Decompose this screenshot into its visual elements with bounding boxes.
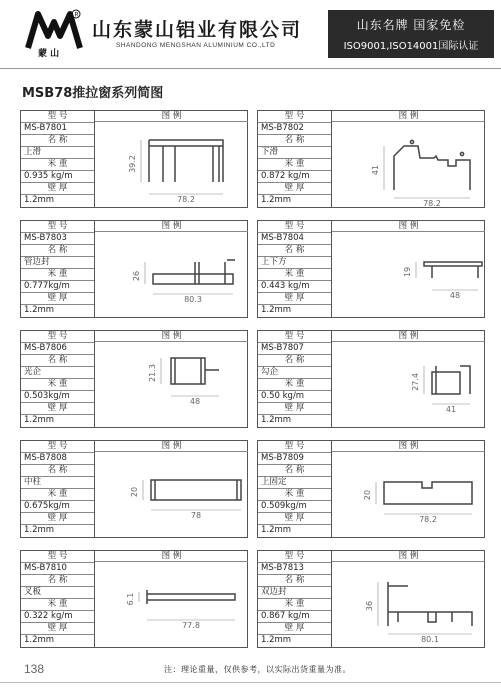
drawing-label: 图 例 [332,551,485,562]
model-value: MS-B7801 [21,123,94,135]
model-value: MS-B7803 [21,233,94,245]
thickness-value: 1.2mm [24,415,55,425]
model-label: 型 号 [258,551,331,563]
spec-column [258,441,332,537]
slogan-iso: ISO9001,ISO14001国际认证 [343,41,479,52]
weight-value: 0.935 kg/m [21,171,94,183]
thickness-label: 壁 厚 [21,183,94,195]
profile-drawing [332,232,485,317]
weight-label: 米 重 [21,599,94,611]
spec-column [21,331,95,427]
model-value: MS-B7813 [258,563,331,575]
weight-label: 米 重 [21,269,94,281]
weight-value: 0.777kg/m [21,281,94,293]
model-label: 型 号 [258,221,331,233]
spec-column [21,441,95,537]
spec-column [258,221,332,317]
name-value: 上固定 [258,477,331,489]
product-card-ms-b7804 [257,220,485,318]
thickness-label: 壁 厚 [258,183,331,195]
name-label: 名 称 [21,465,94,477]
thickness-value: 1.2mm [261,415,292,425]
weight-value: 0.443 kg/m [258,281,331,293]
model-label: 型 号 [21,331,94,343]
thickness-value: 1.2mm [24,525,55,535]
width-dimension: 78.2 [423,199,441,207]
drawing-label: 图 例 [332,111,485,122]
profile-drawing [332,562,485,647]
width-dimension: 48 [449,291,461,300]
name-value: 上下方 [258,257,331,269]
name-value: 勾企 [258,367,331,379]
page-title: MSB78推拉窗系列简图 [22,86,164,101]
profile-drawing [95,232,248,317]
model-label: 型 号 [21,221,94,233]
spec-column [21,221,95,317]
name-value: 光企 [21,367,94,379]
profile-drawing [95,452,248,537]
model-label: 型 号 [258,111,331,123]
name-value: 下滑 [258,147,331,159]
slogan-box [328,10,494,58]
profile-drawing [332,452,485,537]
weight-value: 0.503kg/m [21,391,94,403]
height-dimension: 36 [365,600,374,612]
thickness-label: 壁 厚 [21,623,94,635]
name-label: 名 称 [258,575,331,587]
drawing-label: 图 例 [95,111,248,122]
model-label: 型 号 [21,111,94,123]
model-value: MS-B7806 [21,343,94,355]
thickness-value: 1.2mm [24,195,55,205]
product-card-ms-b7803 [20,220,248,318]
name-label: 名 称 [21,575,94,587]
spec-column [258,111,332,207]
model-value: MS-B7808 [21,453,94,465]
company-name-cn: 山东蒙山铝业有限公司 [92,19,303,41]
name-label: 名 称 [258,135,331,147]
profile-drawing [332,122,485,207]
weight-value: 0.675kg/m [21,501,94,513]
weight-label: 米 重 [21,159,94,171]
weight-label: 米 重 [258,379,331,391]
drawing-label: 图 例 [332,331,485,342]
thickness-value: 1.2mm [261,635,292,645]
height-dimension: 21.3 [148,364,157,382]
drawing-label: 图 例 [95,551,248,562]
name-label: 名 称 [21,135,94,147]
footer-note: 注：理论重量，仅供参考，以实际出货重量为准。 [164,665,351,674]
thickness-value: 1.2mm [261,305,292,315]
drawing-label: 图 例 [95,221,248,232]
width-dimension: 78.2 [177,195,195,204]
weight-value: 0.867 kg/m [258,611,331,623]
width-dimension: 48 [189,397,201,406]
page-number: 138 [24,662,45,676]
model-label: 型 号 [258,331,331,343]
product-card-ms-b7801 [20,110,248,208]
name-value: 管边封 [21,257,94,269]
weight-label: 米 重 [21,379,94,391]
thickness-label: 壁 厚 [21,513,94,525]
logo-text: 蒙 山 [38,49,60,59]
height-dimension: 26 [132,270,141,282]
svg-text:R: R [74,11,79,19]
profile-drawing [95,122,248,207]
width-dimension: 78 [190,511,202,520]
name-label: 名 称 [258,355,331,367]
model-label: 型 号 [21,551,94,563]
height-dimension: 41 [371,164,380,176]
spec-column [258,551,332,647]
width-dimension: 78.2 [419,515,437,524]
spec-column [258,331,332,427]
name-label: 名 称 [258,465,331,477]
footer-divider [0,682,501,683]
width-dimension: 80.3 [184,295,202,304]
thickness-label: 壁 厚 [258,513,331,525]
drawing-label: 图 例 [332,441,485,452]
thickness-value: 1.2mm [24,635,55,645]
thickness-label: 壁 厚 [21,403,94,415]
weight-label: 米 重 [258,599,331,611]
width-dimension: 77.8 [182,621,200,630]
thickness-label: 壁 厚 [21,293,94,305]
name-value: 叉板 [21,587,94,599]
profile-drawing [95,562,248,647]
thickness-label: 壁 厚 [258,293,331,305]
height-dimension: 27.4 [411,373,420,391]
width-dimension: 80.1 [421,635,439,644]
model-value: MS-B7804 [258,233,331,245]
model-value: MS-B7807 [258,343,331,355]
name-label: 名 称 [21,245,94,257]
thickness-value: 1.2mm [261,195,292,205]
model-label: 型 号 [258,441,331,453]
name-label: 名 称 [21,355,94,367]
product-card-ms-b7807 [257,330,485,428]
drawing-label: 图 例 [95,441,248,452]
thickness-label: 壁 厚 [258,403,331,415]
header-divider [0,68,501,69]
model-value: MS-B7809 [258,453,331,465]
model-label: 型 号 [21,441,94,453]
name-value: 双边封 [258,587,331,599]
company-name-en: SHANDONG MENGSHAN ALUMINIUM CO.,LTD [116,42,276,49]
height-dimension: 20 [363,489,372,501]
weight-label: 米 重 [258,159,331,171]
weight-label: 米 重 [21,489,94,501]
name-value: 上滑 [21,147,94,159]
profile-drawing [332,342,485,427]
profile-drawing [95,342,248,427]
weight-value: 0.872 kg/m [258,171,331,183]
weight-label: 米 重 [258,269,331,281]
weight-value: 0.509kg/m [258,501,331,513]
product-card-ms-b7810 [20,550,248,648]
height-dimension: 19 [403,266,412,278]
drawing-label: 图 例 [95,331,248,342]
width-dimension: 41 [445,405,457,414]
thickness-value: 1.2mm [24,305,55,315]
slogan-brand: 山东名牌 国家免检 [356,18,466,32]
drawing-label: 图 例 [332,221,485,232]
weight-label: 米 重 [258,489,331,501]
product-card-ms-b7802 [257,110,485,208]
product-card-ms-b7809 [257,440,485,538]
height-dimension: 39.2 [128,155,137,173]
product-card-ms-b7808 [20,440,248,538]
spec-column [21,551,95,647]
model-value: MS-B7802 [258,123,331,135]
thickness-value: 1.2mm [261,525,292,535]
product-card-ms-b7813 [257,550,485,648]
name-value: 中柱 [21,477,94,489]
spec-column [21,111,95,207]
name-label: 名 称 [258,245,331,257]
height-dimension: 20 [130,486,139,498]
weight-value: 0.322 kg/m [21,611,94,623]
company-logo-icon [24,8,84,60]
height-dimension: 6.1 [126,592,135,606]
weight-value: 0.50 kg/m [258,391,331,403]
product-card-ms-b7806 [20,330,248,428]
thickness-label: 壁 厚 [258,623,331,635]
model-value: MS-B7810 [21,563,94,575]
page-header [0,0,501,66]
